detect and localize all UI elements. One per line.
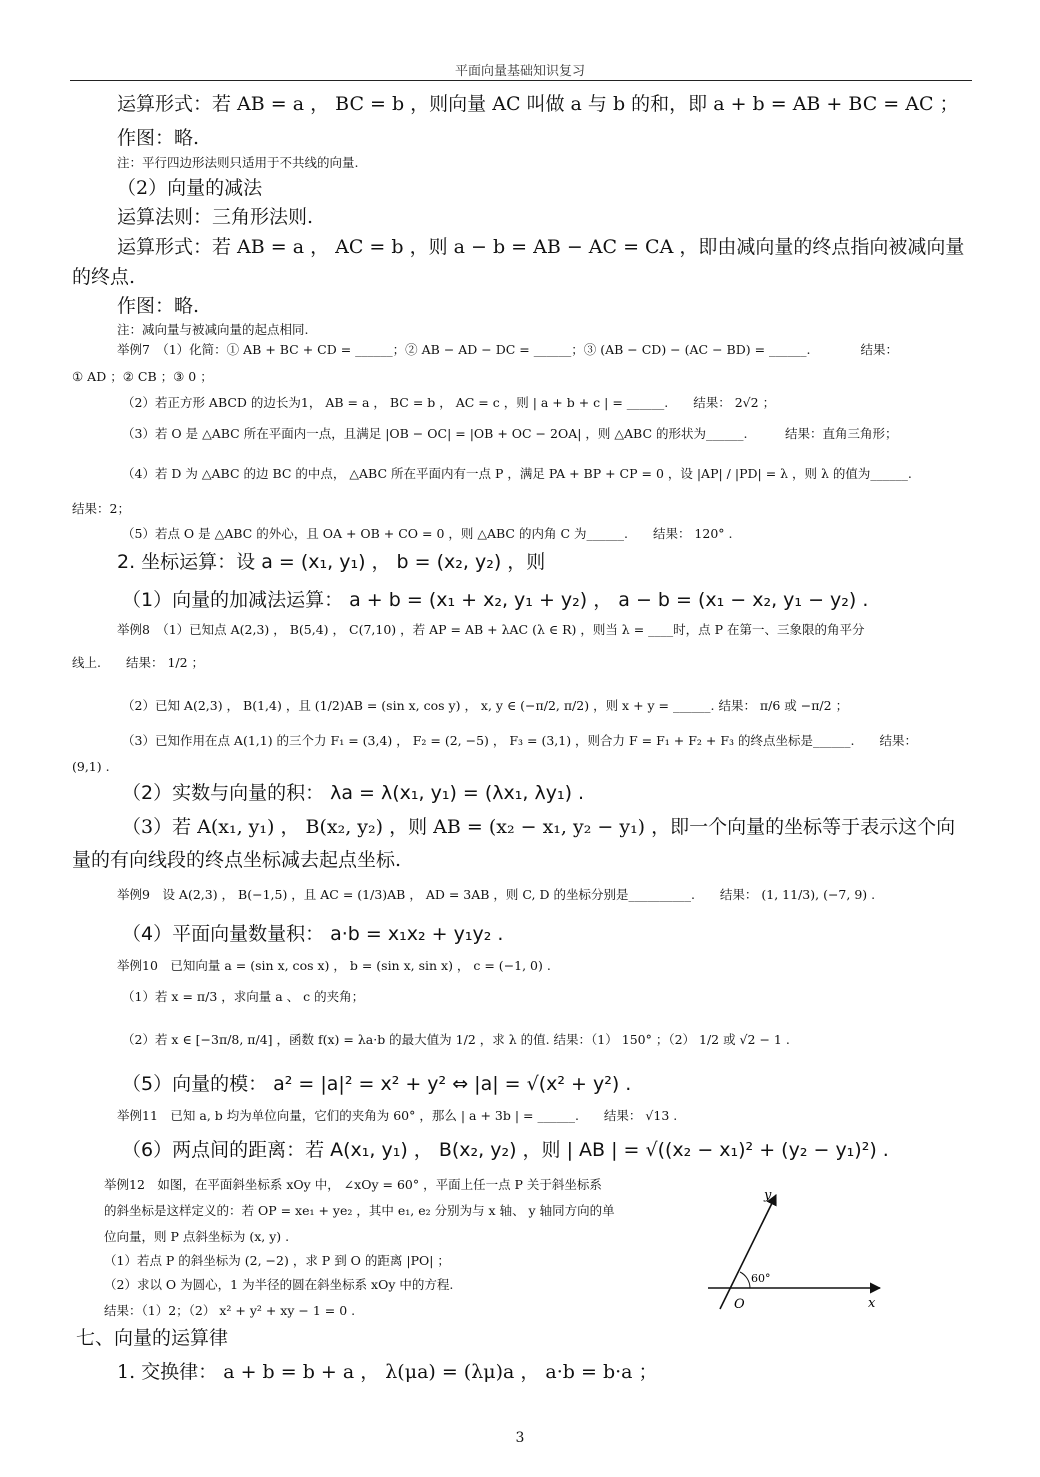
example-line: （3）若 O 是 △ABC 所在平面内一点，且满足 |OB − OC| = |OB + OC − 2OA| ，则 △ABC 的形状为______. 结果：直角三角形； (122, 426, 898, 441)
text-line: 运算形式：若 AB = a ， BC = b ，则向量 AC 叫做 a 与 b 的和，即 a + b = AB + BC = AC ； (117, 93, 959, 115)
example-line: 举例7 （1）化简：① AB + BC + CD = ______；② AB − AD − DC = ______；③ (AB − CD) − (AC − BD) = ______. 结果： (117, 342, 898, 357)
note-line: 注：平行四边形法则只适用于不共线的向量. (117, 155, 359, 170)
example-line: （1）若 x = π/3 ，求向量 a 、 c 的夹角； (122, 989, 365, 1004)
text-line: 量的有向线段的终点坐标减去起点坐标. (72, 849, 402, 871)
origin-label: O (734, 1297, 745, 1312)
angle-arc (740, 1272, 750, 1288)
section-heading: （2）向量的减法 (117, 177, 263, 199)
example-line: （1）若点 P 的斜坐标为 (2, −2) ，求 P 到 O 的距离 |PO| ； (104, 1253, 450, 1268)
angle-label: 60° (751, 1272, 771, 1285)
example-line: （5）若点 O 是 △ABC 的外心，且 OA + OB + CO = 0 ，则 △ABC 的内角 C 为______. 结果： 120° . (122, 526, 733, 541)
section-heading: （5）向量的模： a² = |a|² = x² + y² ⇔ |a| = √(x² + y²) . (122, 1073, 632, 1095)
example-line: 举例11 已知 a, b 均为单位向量，它们的夹角为 60° ，那么 | a + 3b | = ______. 结果： √13 . (117, 1108, 678, 1123)
section-heading: （4）平面向量数量积： a·b = x₁x₂ + y₁y₂ . (122, 923, 504, 945)
example-line: （4）若 D 为 △ABC 的边 BC 的中点， △ABC 所在平面内有一点 P ，满足 PA + BP + CP = 0 ，设 |AP| / |PD| = λ ，则 λ 的值为______. (122, 466, 912, 481)
note-line: 注：减向量与被减向量的起点相同. (117, 322, 309, 337)
text-line: 作图：略. (117, 295, 200, 317)
y-axis-label: y (764, 1188, 772, 1203)
example-line: （2）若 x ∈ [−3π/8, π/4] ，函数 f(x) = λa·b 的最大值为 1/2 ，求 λ 的值. 结果：（1） 150° ；（2） 1/2 或 √2 − 1 . (122, 1032, 790, 1047)
example-line: (9,1) . (72, 759, 110, 774)
example-line: 位向量，则 P 点斜坐标为 (x, y) . (104, 1229, 290, 1244)
y-axis (720, 1195, 776, 1309)
example-line: 的斜坐标是这样定义的：若 OP = xe₁ + ye₂ ，其中 e₁, e₂ 分别为与 x 轴、 y 轴同方向的单 (104, 1203, 615, 1218)
example-line: 举例10 已知向量 a = (sin x, cos x) ， b = (sin x, sin x) ， c = (−1, 0) . (117, 958, 551, 973)
oblique-axes-figure (700, 1185, 890, 1315)
example-line: 举例8 （1）已知点 A(2,3) ， B(5,4) ， C(7,10) ，若 AP = AB + λAC (λ ∈ R) ，则当 λ = ____时，点 P 在第一、三象限的角平分 (117, 622, 865, 637)
section-heading: （2）实数与向量的积： λa = λ(x₁, y₁) = (λx₁, λy₁) . (122, 782, 585, 804)
section-heading: （1）向量的加减法运算： a + b = (x₁ + x₂, y₁ + y₂) ， a − b = (x₁ − x₂, y₁ − y₂) . (122, 589, 869, 611)
text-line: （3）若 A(x₁, y₁) ， B(x₂, y₂) ，则 AB = (x₂ − x₁, y₂ − y₁) ，即一个向量的坐标等于表示这个向 (122, 816, 956, 838)
example-line: （3）已知作用在点 A(1,1) 的三个力 F₁ = (3,4) ， F₂ = (2, −5) ， F₃ = (3,1) ，则合力 F = F₁ + F₂ + F₃ 的终点坐标是______. 结果： (122, 733, 917, 748)
section-heading: 2. 坐标运算：设 a = (x₁, y₁) ， b = (x₂, y₂) ，则 (117, 551, 546, 573)
section-heading: （6）两点间的距离：若 A(x₁, y₁) ， B(x₂, y₂) ，则 | AB | = √((x₂ − x₁)² + (y₂ − y₁)²) . (122, 1139, 889, 1161)
example-line: 举例9 设 A(2,3) ， B(−1,5) ，且 AC = (1/3)AB ， AD = 3AB ，则 C, D 的坐标分别是__________. 结果： (1, 11/3), (−7, 9) . (117, 887, 876, 902)
text-line: 1. 交换律： a + b = b + a ， λ(μa) = (λμ)a ， a·b = b·a ； (117, 1361, 658, 1383)
text-line: 的终点. (72, 266, 136, 288)
page-number: 3 (515, 1430, 525, 1446)
example-line: 线上. 结果： 1/2 ； (72, 655, 205, 670)
page-header: 平面向量基础知识复习 (454, 64, 585, 79)
text-line: 运算形式：若 AB = a ， AC = b ，则 a − b = AB − AC = CA ，即由减向量的终点指向被减向量 (117, 236, 965, 258)
header-rule (70, 80, 972, 81)
example-line: 举例12 如图，在平面斜坐标系 xOy 中， ∠xOy = 60° ，平面上任一点 P 关于斜坐标系 (104, 1177, 602, 1192)
example-line: （2）已知 A(2,3) ， B(1,4) ，且 (1/2)AB = (sin x, cos y) ， x, y ∈ (−π/2, π/2) ，则 x + y = ______. 结果： π/6 或 −π/2 ； (122, 698, 849, 713)
example-line: 结果：（1）2；（2） x² + y² + xy − 1 = 0 . (104, 1303, 356, 1318)
text-line: 运算法则：三角形法则. (117, 206, 314, 228)
example-line: 结果：2； (72, 501, 130, 516)
text-line: 作图：略. (117, 127, 200, 149)
example-line: （2）求以 O 为圆心，1 为半径的圆在斜坐标系 xOy 中的方程. (104, 1277, 454, 1292)
chapter-heading: 七、向量的运算律 (76, 1327, 229, 1349)
example-line: ① AD ；② CB ；③ 0 ； (72, 369, 213, 384)
x-axis-label: x (868, 1296, 876, 1311)
example-line: （2）若正方形 ABCD 的边长为1， AB = a ， BC = b ， AC = c ，则 | a + b + c | = ______. 结果： 2√2 ； (122, 395, 776, 410)
